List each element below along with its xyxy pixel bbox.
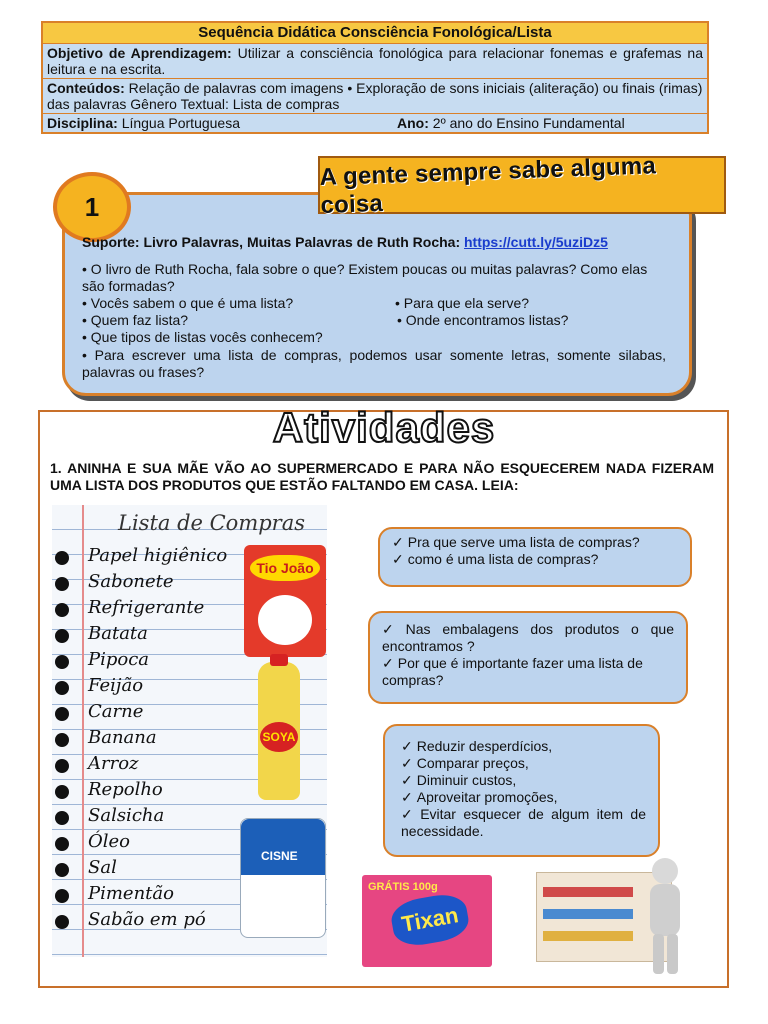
notebook-hole-dot: [55, 889, 69, 903]
check-icon: ✓: [401, 789, 413, 805]
figure-leg: [653, 934, 664, 974]
oil-bottle-image: [258, 662, 300, 800]
shopping-list-item: Papel higiênico: [88, 545, 228, 566]
rice-package-image: [244, 545, 326, 657]
salt-package-image: [240, 818, 326, 938]
detergent-box-image: [362, 875, 492, 967]
ano-value: 2º ano do Ensino Fundamental: [432, 115, 625, 131]
ano-cell: [397, 115, 625, 131]
check-icon: ✓: [392, 551, 404, 567]
salt-brand: CISNE: [261, 849, 298, 863]
detergent-promo: GRÁTIS 100g: [368, 881, 438, 893]
banner-text: A gente sempre sabe alguma coisa: [319, 152, 657, 220]
notebook-hole-dot: [55, 707, 69, 721]
notebook-hole-dot: [55, 733, 69, 747]
disciplina-cell: [47, 115, 397, 131]
suporte-link[interactable]: https://cutt.ly/5uziDz5: [464, 234, 608, 250]
disciplina-row: [43, 113, 707, 132]
box3-item: ✓ Aproveitar promoções,: [401, 789, 558, 805]
shopping-list-item: Carne: [88, 701, 144, 722]
check-icon: ✓: [382, 621, 402, 637]
check-icon: ✓: [401, 806, 417, 822]
disciplina-label: Disciplina:: [47, 115, 118, 131]
box3-item: ✓ Diminuir custos,: [401, 772, 517, 788]
suporte-label: Suporte: Livro Palavras, Muitas Palavras de Ruth Rocha:: [82, 234, 461, 250]
notebook-hole-dot: [55, 655, 69, 669]
notebook-hole-dot: [55, 577, 69, 591]
check-icon: ✓: [401, 738, 413, 754]
figure-head: [652, 858, 678, 884]
notebook-hole-dot: [55, 681, 69, 695]
question-box-1: [378, 527, 692, 587]
salt-package-top: [241, 819, 325, 875]
objetivo-label: Objetivo de Aprendizagem:: [47, 45, 232, 61]
shopping-list-item: Banana: [88, 727, 157, 748]
notebook-hole-dot: [55, 837, 69, 851]
shopping-list-item: Refrigerante: [88, 597, 205, 618]
check-icon: ✓: [382, 655, 394, 671]
notebook-hole-dot: [55, 603, 69, 617]
box2-item: ✓ Por que é importante fazer uma lista de compras?: [382, 655, 643, 688]
notebook-hole-dot: [55, 785, 69, 799]
shopping-list-item: Sal: [88, 857, 117, 878]
objetivo-row: [43, 43, 707, 78]
detergent-brand: Tixan: [389, 891, 472, 949]
support-q6: • Que tipos de listas vocês conhecem?: [82, 329, 323, 345]
banner: [318, 152, 726, 220]
notebook-margin-line: [82, 505, 84, 957]
notebook-hole-dot: [55, 915, 69, 929]
figure-body: [650, 884, 680, 936]
conteudos-row: [43, 78, 707, 113]
rice-brand: Tio João: [250, 555, 320, 581]
notebook-hole-dot: [55, 759, 69, 773]
box3-item: ✓ Comparar preços,: [401, 755, 529, 771]
box1-item: ✓ Pra que serve uma lista de compras?: [392, 534, 640, 550]
ano-label: Ano:: [397, 115, 429, 131]
oil-cap: [270, 654, 288, 666]
shopping-list-item: Feijão: [88, 675, 144, 696]
header-title: Sequência Didática Consciência Fonológica/Lista: [43, 23, 707, 43]
shopping-list-item: Arroz: [88, 753, 139, 774]
check-icon: ✓: [401, 755, 413, 771]
box1-item: ✓ como é uma lista de compras?: [392, 551, 599, 567]
oil-brand: SOYA: [260, 722, 298, 752]
conteudos-label: Conteúdos:: [47, 80, 125, 96]
support-q7: • Para escrever uma lista de compras, podemos usar somente letras, somente silabas, palavras ou frases?: [82, 347, 666, 380]
notebook-hole-dot: [55, 811, 69, 825]
activities-title: Atividades: [272, 404, 496, 451]
support-q2: • Vocês sabem o que é uma lista?: [82, 295, 294, 311]
objetivo-text: Utilizar a consciência fonológica para relacionar fonemas e grafemas na leitura e na escrita.: [47, 45, 703, 77]
disciplina-value: Língua Portuguesa: [121, 115, 241, 131]
box2-item: ✓ Nas embalagens dos produtos o que encontramos ?: [382, 621, 674, 654]
check-icon: ✓: [401, 772, 413, 788]
shopping-list-title: Lista de Compras: [118, 511, 306, 535]
shopping-list-item: Salsicha: [88, 805, 165, 826]
header-table: [41, 21, 709, 134]
answer-box-3: [383, 724, 660, 857]
conteudos-text: Relação de palavras com imagens • Exploração de sons iniciais (aliteração) ou finais (rimas) das palavras Gênero Textual: Lista de compras: [47, 80, 703, 112]
support-q3: • Para que ela serve?: [395, 295, 530, 311]
shopping-list-item: Óleo: [88, 831, 131, 852]
shopping-list-item: Pimentão: [88, 883, 174, 904]
step-number-badge: 1: [53, 172, 131, 242]
notebook-hole-dot: [55, 551, 69, 565]
box3-item: ✓ Evitar esquecer de algum item de necessidade.: [401, 806, 646, 839]
check-icon: ✓: [392, 534, 404, 550]
shopping-list-item: Pipoca: [88, 649, 150, 670]
notebook-hole-dot: [55, 629, 69, 643]
activity-instruction: 1. ANINHA E SUA MÃE VÃO AO SUPERMERCADO E PARA NÃO ESQUECEREM NADA FIZERAM UMA LISTA DOS PRODUTOS QUE ESTÃO FALTANDO EM CASA. LEIA:: [50, 460, 714, 493]
support-q5: • Onde encontramos listas?: [397, 312, 569, 328]
figure-leg: [667, 934, 678, 974]
support-q4: • Quem faz lista?: [82, 312, 189, 328]
shopping-list-item: Batata: [88, 623, 148, 644]
shopping-list-item: Sabão em pó: [88, 909, 206, 930]
shopper-figure-image: [620, 858, 700, 976]
support-q1: • O livro de Ruth Rocha, fala sobre o que? Existem poucas ou muitas palavras? Como elas são formadas?: [82, 261, 648, 294]
box3-item: ✓ Reduzir desperdícios,: [401, 738, 553, 754]
question-box-2: [368, 611, 688, 704]
shopping-list-item: Repolho: [88, 779, 163, 800]
suporte-line: [82, 234, 682, 251]
rice-mascot: [258, 595, 312, 645]
shopping-list-item: Sabonete: [88, 571, 174, 592]
notebook-hole-dot: [55, 863, 69, 877]
